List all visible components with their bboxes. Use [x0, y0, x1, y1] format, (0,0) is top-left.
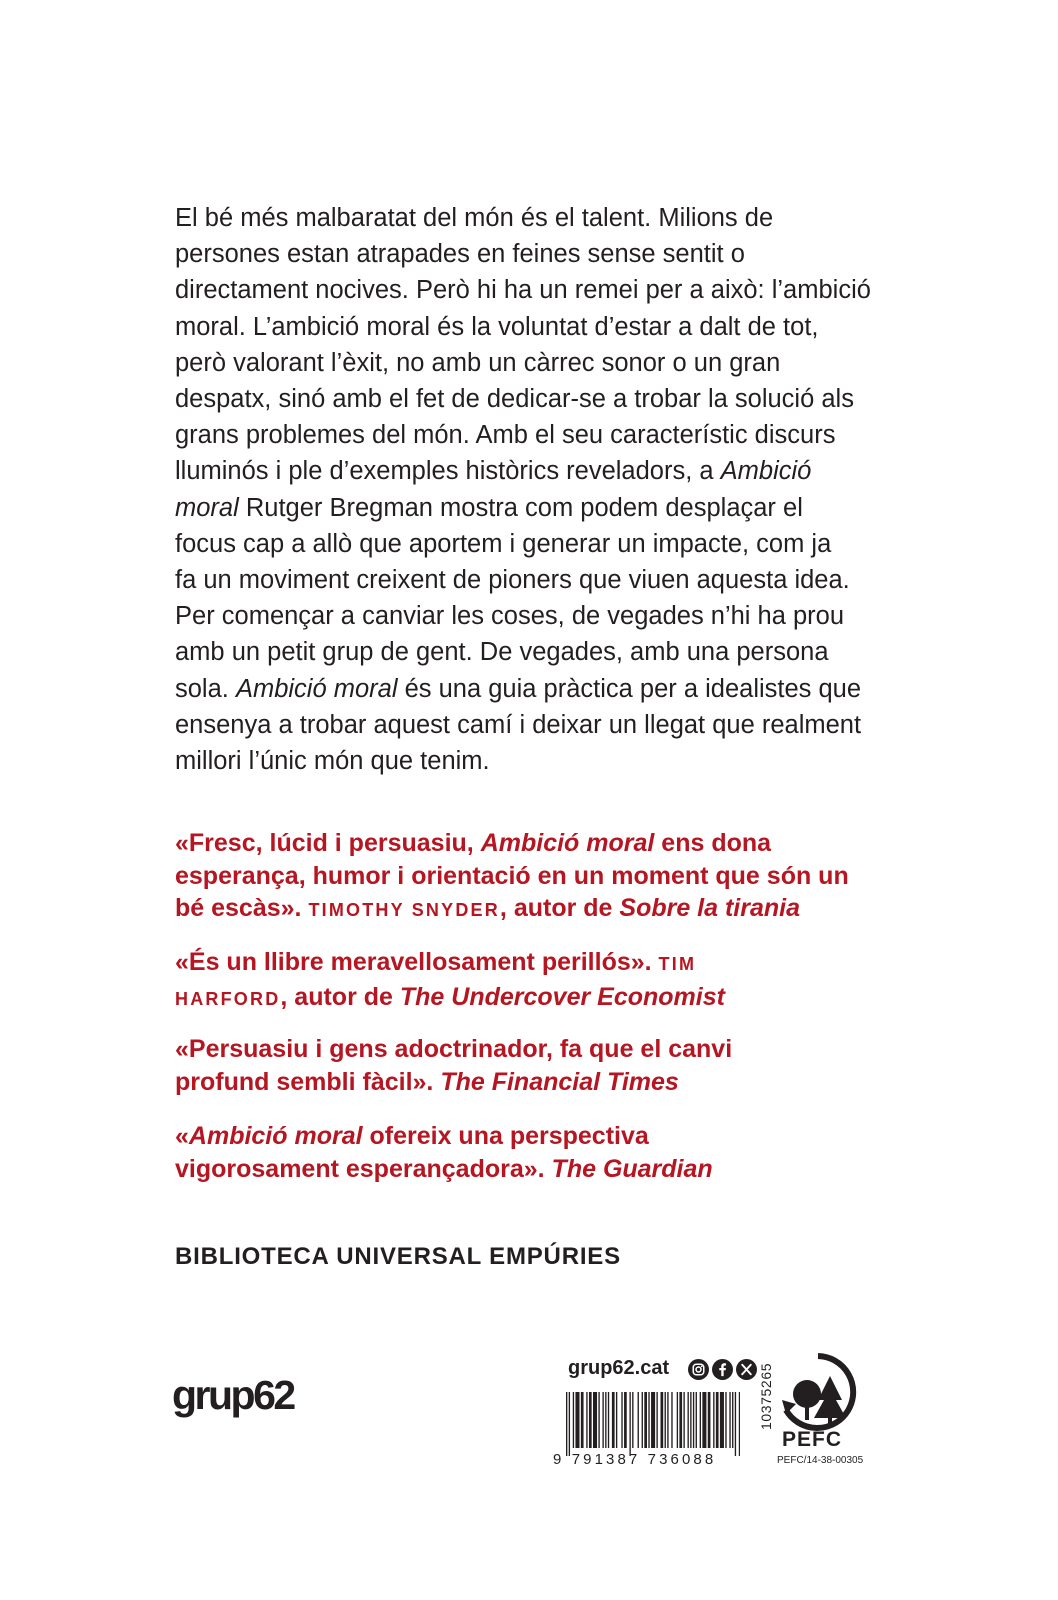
blurb-line: focus cap a allò que aportem i generar un impacte, com ja [175, 529, 832, 558]
barcode-bar [693, 1392, 694, 1448]
publisher-logo: grup62 [172, 1372, 294, 1418]
blurb-text: és una guia pràctica per a idealistes que [397, 674, 862, 703]
barcode-bar [624, 1392, 627, 1448]
blurb-text: sola. [175, 674, 236, 703]
barcode-bar [616, 1392, 617, 1448]
barcode-bar [679, 1392, 682, 1448]
quote-text: ofereix una perspectiva [362, 1122, 649, 1150]
blurb-line: fa un moviment creixent de pioners que viuen aquesta idea. [175, 566, 850, 595]
barcode-bar [702, 1392, 706, 1448]
barcode-bar [598, 1392, 599, 1448]
barcode-bar [708, 1392, 711, 1448]
barcode-bar [671, 1392, 672, 1448]
quote-text: vigorosament esperançadora». [175, 1154, 552, 1183]
barcode-bar [644, 1392, 647, 1448]
quote-line [175, 1153, 875, 1186]
pefc-tree-logo-icon [776, 1352, 860, 1432]
quote-text: «És un llibre meravellosament perillós». [175, 948, 659, 976]
barcode-bar [656, 1392, 657, 1448]
isbn-barcode [566, 1392, 740, 1456]
blurb-line: despatx, sinó amb el fet de dedicar-se a trobar la solució als [175, 385, 854, 414]
review-quote-snyder [175, 827, 875, 927]
barcode-bar [602, 1392, 603, 1448]
barcode-bar [683, 1392, 684, 1448]
blurb-line: Per començar a canviar les coses, de vegades n’hi ha prou [175, 602, 845, 631]
quote-author: TIM [658, 954, 697, 974]
barcode-bar [688, 1392, 689, 1448]
publisher-website-link[interactable]: grup62.cat [568, 1357, 670, 1379]
blurb-text: Rutger Bregman mostra com podem desplaçar el [238, 493, 803, 522]
quote-line [175, 946, 875, 981]
barcode-bar [612, 1392, 615, 1448]
barcode-bar [638, 1392, 639, 1448]
quote-work-title: The Undercover Economist [399, 982, 725, 1011]
barcode-bar [729, 1392, 730, 1448]
book-title-italic: Ambició [720, 457, 812, 486]
review-quote-financial-times [175, 1033, 875, 1098]
quote-text: , autor de [280, 982, 400, 1011]
barcode-bar [690, 1392, 691, 1448]
barcode-bar [586, 1392, 587, 1448]
barcode-bar [665, 1392, 666, 1448]
barcode-bar [573, 1392, 574, 1448]
barcode-bar [605, 1392, 606, 1448]
quote-text: « [175, 1122, 189, 1150]
blurb-line: El bé més malbaratat del món és el talent. Milions de [175, 204, 774, 232]
isbn-digits: 9 791387 736088 [553, 1451, 717, 1468]
barcode-bar [732, 1392, 733, 1448]
blurb-line: directament nocives. Però hi ha un remei per a això: l’ambició [175, 276, 871, 305]
quote-author: HARFORD [175, 988, 281, 1009]
instagram-icon[interactable] [688, 1359, 709, 1380]
book-title-italic: Ambició moral [480, 829, 655, 857]
barcode-bar [629, 1392, 630, 1456]
barcode-bar [651, 1392, 655, 1448]
blurb-line [175, 453, 875, 489]
barcode-bar [735, 1392, 736, 1456]
pefc-code: PEFC/14-38-00305 [777, 1455, 864, 1466]
barcode-bar [589, 1392, 592, 1448]
blurb-line [175, 671, 875, 707]
book-title-italic: Ambició moral [188, 1122, 363, 1150]
pefc-label: PEFC [782, 1428, 843, 1451]
quote-line: «Persuasiu i gens adoctrinador, fa que el canvi [175, 1035, 733, 1063]
blurb-line: millori l’únic món que tenim. [175, 747, 490, 776]
x-icon[interactable] [736, 1359, 757, 1380]
quote-source: The Guardian [551, 1154, 713, 1183]
barcode-bar [700, 1392, 701, 1448]
quote-text: bé escàs». [175, 894, 309, 922]
barcode-bar [566, 1392, 567, 1456]
barcode-bar [569, 1392, 570, 1456]
quote-line [175, 892, 875, 927]
blurb-line [175, 490, 875, 526]
barcode-bar [713, 1392, 714, 1448]
quote-line: esperança, humor i orientació en un moment que són un [175, 861, 849, 890]
quote-text: profund sembli fàcil». [175, 1067, 441, 1096]
barcode-bar [720, 1392, 724, 1448]
quote-line [175, 1120, 875, 1153]
barcode-bar [661, 1392, 664, 1448]
barcode-bar [642, 1392, 643, 1448]
back-cover-blurb [175, 200, 875, 779]
blurb-line: persones estan atrapades en feines sense sentit o [175, 240, 745, 269]
barcode-bar [608, 1392, 609, 1448]
quote-source: The Financial Times [440, 1067, 679, 1096]
book-title-italic: Ambició moral [235, 674, 398, 703]
quote-text: , autor de [499, 894, 620, 922]
internal-product-code: 10375265 [758, 1362, 774, 1430]
barcode-bar [725, 1392, 726, 1448]
quote-line [175, 1066, 875, 1099]
blurb-line: ensenya a trobar aquest camí i deixar un llegat que realment [175, 710, 862, 739]
barcode-bar [632, 1392, 633, 1448]
quote-work-title: Sobre la tirania [619, 894, 801, 922]
barcode-bar [648, 1392, 649, 1448]
review-quote-guardian [175, 1120, 875, 1185]
barcode-bar [677, 1392, 678, 1448]
quote-author: TIMOTHY SNYDER [308, 900, 500, 920]
blurb-line: grans problemes del món. Amb el seu característic discurs [175, 421, 836, 450]
blurb-line: però valorant l’èxit, no amb un càrrec sonor o un gran [175, 348, 781, 377]
barcode-bar [739, 1392, 740, 1456]
quote-line [175, 981, 875, 1016]
facebook-icon[interactable] [712, 1359, 733, 1380]
book-title-italic: moral [175, 493, 239, 522]
barcode-bar [575, 1392, 579, 1448]
blurb-text: lluminós i ple d’exemples històrics reveladors, a [175, 457, 721, 486]
barcode-bar [621, 1392, 622, 1448]
blurb-paragraph [175, 200, 875, 779]
quote-line [175, 827, 875, 860]
blurb-line: moral. L’ambició moral és la voluntat d’estar a dalt de tot, [175, 312, 819, 341]
barcode-bar [581, 1392, 584, 1448]
quote-text: «Fresc, lúcid i persuasiu, [175, 829, 481, 857]
quote-text: ens dona [654, 829, 772, 857]
review-quote-harford [175, 946, 875, 1015]
barcode-bar [593, 1392, 597, 1448]
series-name: BIBLIOTECA UNIVERSAL EMPÚRIES [175, 1243, 621, 1270]
barcode-bar [667, 1392, 668, 1448]
barcode-bar [696, 1392, 697, 1448]
barcode-bar [716, 1392, 719, 1448]
blurb-line: amb un petit grup de gent. De vegades, amb una persona [175, 638, 829, 667]
